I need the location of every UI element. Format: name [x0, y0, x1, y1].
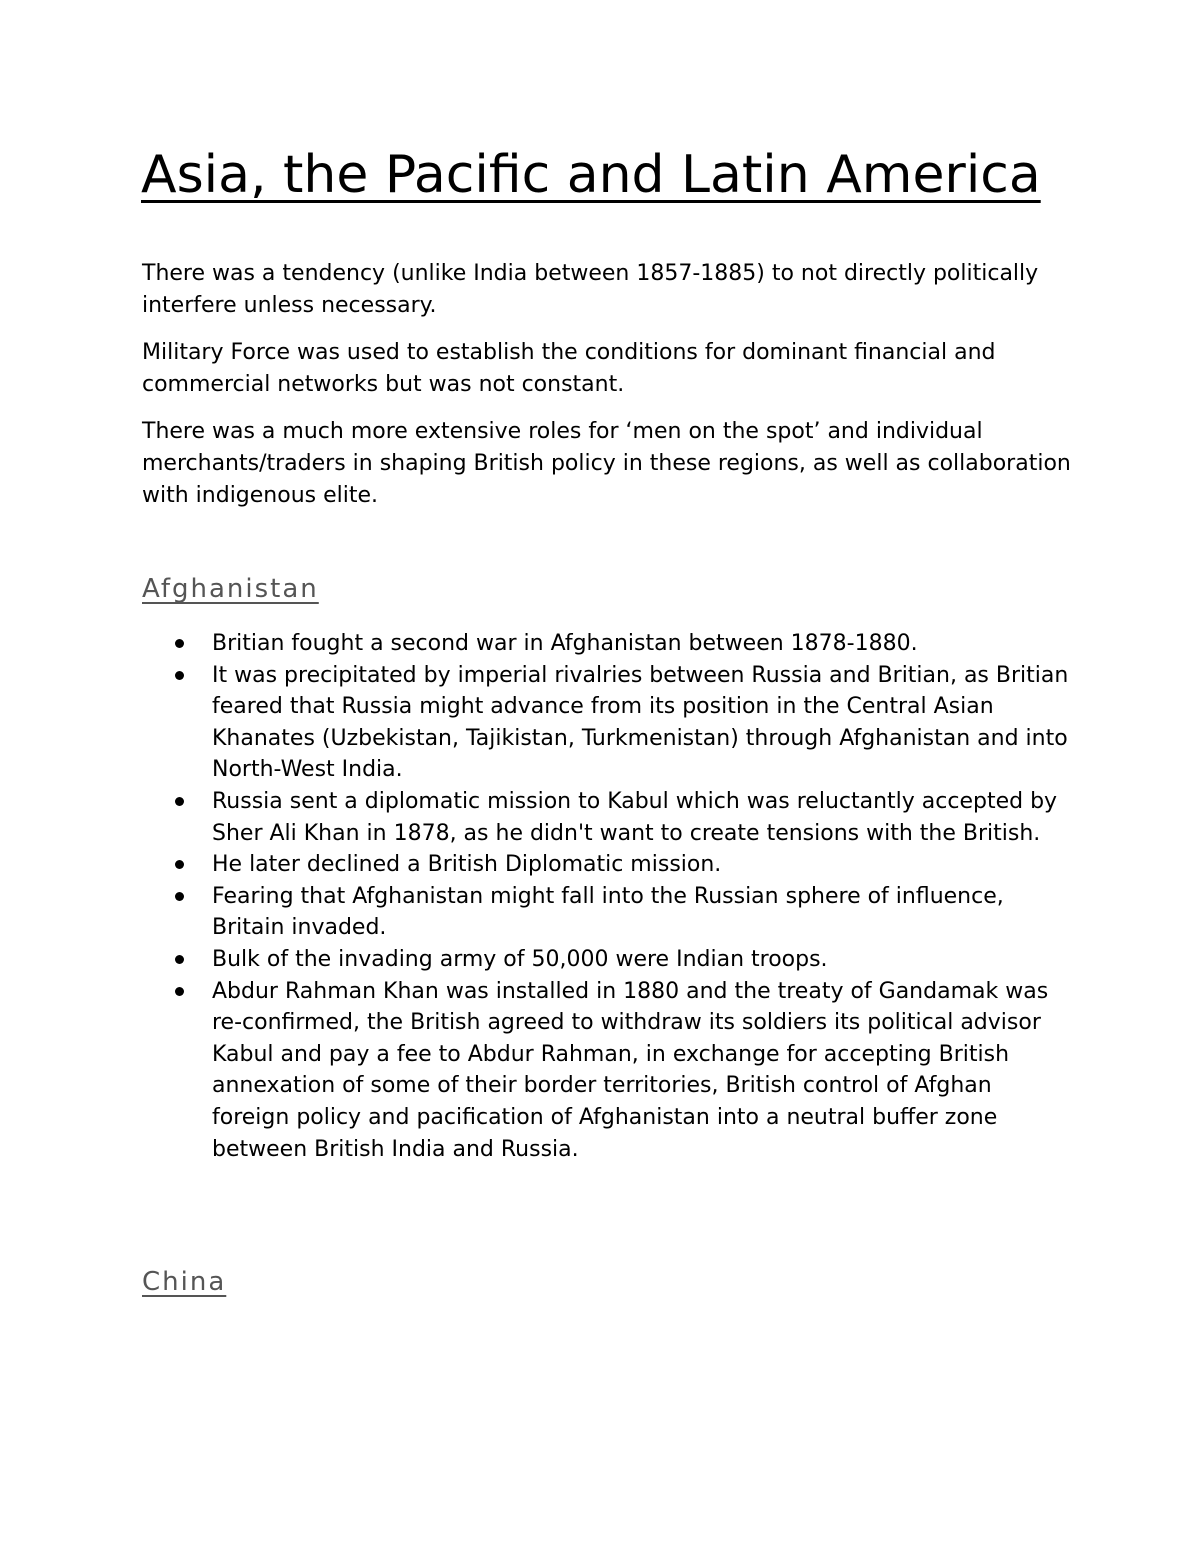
intro-section	[142, 258, 1072, 527]
intro-paragraph: There was a tendency (unlike India between 1857-1885) to not directly politically interfere unless necessary.	[142, 261, 1039, 318]
list-item	[142, 849, 1072, 881]
bullet-icon	[175, 860, 184, 869]
bullet-icon	[175, 987, 184, 996]
bullet-icon	[175, 797, 184, 806]
section-heading-china: China	[142, 1267, 227, 1297]
section-heading-afghanistan: Afghanistan	[142, 574, 319, 604]
list-item-text: Fearing that Afghanistan might fall into the Russian sphere of influence, Britain invaded.	[212, 883, 1004, 941]
bullet-icon	[175, 639, 184, 648]
list-item	[142, 976, 1072, 1166]
list-item	[142, 786, 1072, 849]
list-item	[142, 944, 1072, 976]
list-item-text: He later declined a British Diplomatic mission.	[212, 852, 722, 878]
list-item-text: Abdur Rahman Khan was installed in 1880 and the treaty of Gandamak was re-confirmed, the British agreed to withdraw its soldiers its political advisor Kabul and pay a fee to Abdur Rahman, in exchange for accepting British annexation of some of their border territories, British control of Afghan foreign policy and pacification of Afghanistan into a neutral buffer zone between British India and Russia.	[212, 978, 1049, 1162]
afghanistan-bullet-list	[142, 628, 1072, 1165]
list-item-text: It was precipitated by imperial rivalries between Russia and Britian, as Britian feared that Russia might advance from its position in the Central Asian Khanates (Uzbekistan, Tajikistan, Turkmenistan) through Afghanistan and into North-West India.	[212, 662, 1069, 783]
list-item-text: Russia sent a diplomatic mission to Kabul which was reluctantly accepted by Sher Ali Khan in 1878, as he didn't want to create tensions with the British.	[212, 788, 1058, 846]
list-item	[142, 660, 1072, 786]
list-item-text: Britian fought a second war in Afghanistan between 1878-1880.	[212, 631, 918, 656]
intro-paragraph: There was a much more extensive roles for ‘men on the spot’ and individual merchants/traders in shaping British policy in these regions, as well as collaboration with indigenous elite.	[142, 419, 1071, 508]
bullet-icon	[175, 892, 184, 901]
bullet-icon	[175, 671, 184, 680]
bullet-icon	[175, 955, 184, 964]
list-item	[142, 881, 1072, 944]
intro-paragraph: Military Force was used to establish the conditions for dominant financial and commercial networks but was not constant.	[142, 340, 996, 397]
list-item-text: Bulk of the invading army of 50,000 were Indian troops.	[212, 946, 828, 972]
list-item	[142, 628, 1072, 660]
page-title: Asia, the Pacific and Latin America	[141, 145, 1041, 205]
